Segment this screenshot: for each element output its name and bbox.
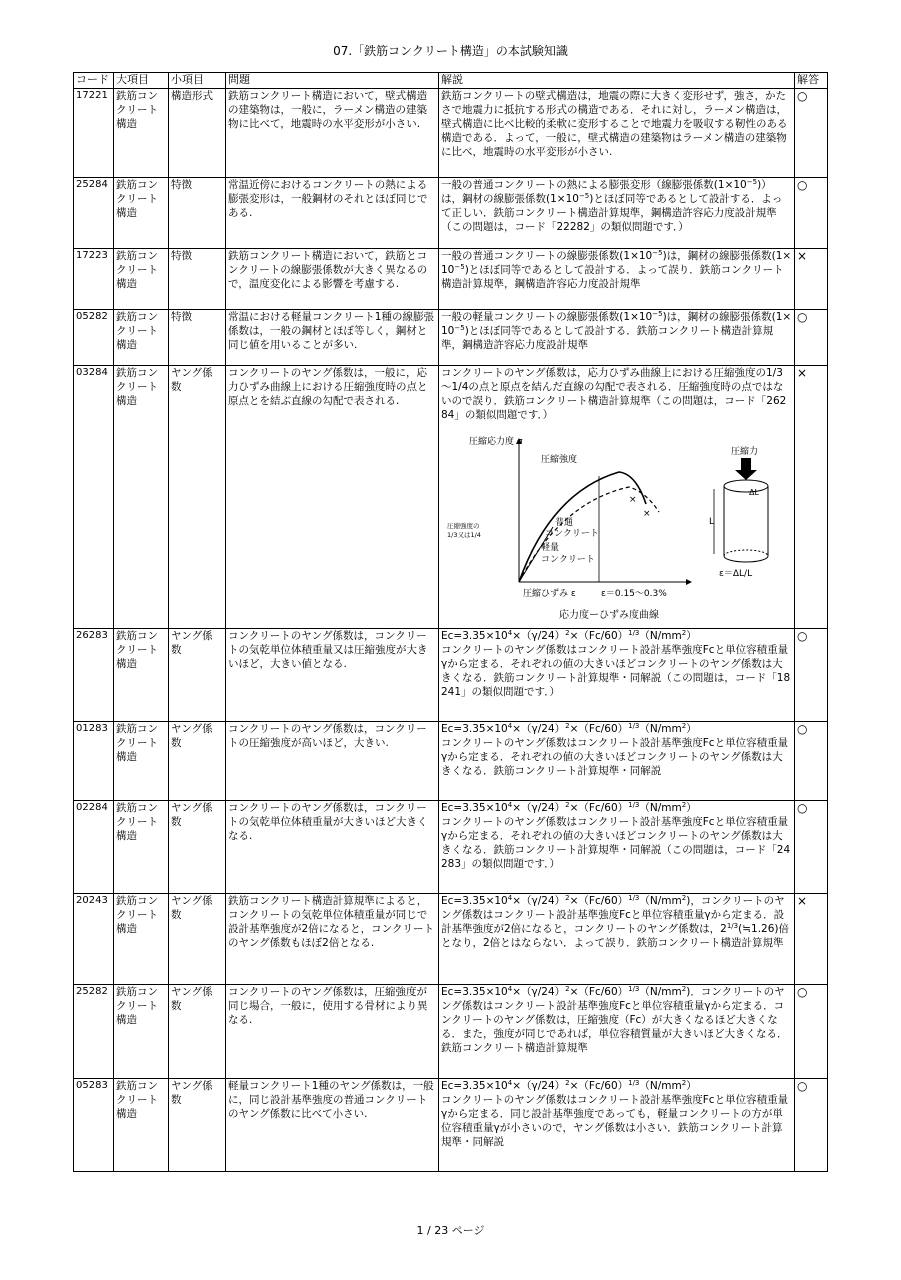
cell-question: 鉄筋コンクリート構造において，壁式構造の建築物は，一般に，ラーメン構造の建築物に比べて，地震時の水平変形が小さい. (226, 89, 439, 178)
cell-minor: 特徴 (169, 249, 226, 310)
explanation-text: コンクリートのヤング係数は，応力ひずみ曲線上における圧縮強度の1/3～1/4の点と原点を結んだ直線の勾配で表される．圧縮強度時の点ではないので誤り．鉄筋コンクリート構造計算規準（この問題は，コード「26284」の類似問題です．） (441, 367, 787, 421)
fig-dl: ΔL (749, 488, 759, 497)
fig-normal-2: コンクリート (545, 529, 599, 539)
cell-minor: ヤング係数 (169, 629, 226, 722)
cell-minor: ヤング係数 (169, 1079, 226, 1172)
table-header-row (74, 73, 828, 89)
cell-explanation: 一般の普通コンクリートの熱による膨張変形（線膨張係数$(1\times 10^{-5})$）は，鋼材の線膨張係数$(1\times 10^{-5})$とほぼ同等であるとして設計する．よって正しい．鉄筋コンクリート構造計算規準，鋼構造許容応力度設計規準（この問題は，コード「22282」の類似問題です．） (439, 178, 795, 249)
cell-explanation: $Ec=3.35\times 10^4\times(\gamma/24)^2\times(Fc/60)^{1/3}(N/mm^2)$．コンクリートのヤング係数はコンクリート設計基準強度Fcと単位容積重量γから定まる．コンクリートのヤング係数は，圧縮強度（Fc）が大きくなるほど大きくなる．また，強度が同じであれば，単位容積質量が大きいほど大きくなる．鉄筋コンクリート構造計算規準 (439, 985, 795, 1079)
cell-answer: × (795, 366, 828, 629)
cell-answer: ○ (795, 1079, 828, 1172)
cell-code: 05282 (74, 310, 114, 366)
header-question: 問題 (226, 73, 439, 89)
cell-answer: ○ (795, 985, 828, 1079)
table-row (74, 722, 828, 801)
cell-minor: ヤング係数 (169, 366, 226, 629)
cell-code: 17221 (74, 89, 114, 178)
cell-answer: × (795, 894, 828, 985)
svg-text:×: × (643, 509, 651, 519)
fig-formula: ε＝ΔL/L (719, 569, 753, 579)
header-minor: 小項目 (169, 73, 226, 89)
cylinder-figure (709, 444, 789, 594)
svg-text:×: × (629, 495, 637, 505)
cell-major: 鉄筋コンクリート構造 (114, 985, 169, 1079)
cell-minor: 特徴 (169, 310, 226, 366)
fig-peak: 圧縮強度 (541, 455, 578, 465)
cell-code: 25282 (74, 985, 114, 1079)
cell-question: 常温における軽量コンクリート1種の線膨張係数は，一般の鋼材とほぼ等しく，鋼材と同じ値を用いることが多い. (226, 310, 439, 366)
cell-minor: 構造形式 (169, 89, 226, 178)
cell-code: 02284 (74, 801, 114, 894)
knowledge-table (73, 72, 828, 1172)
fig-x-axis: 圧縮ひずみ ε (523, 589, 576, 599)
cell-minor: ヤング係数 (169, 801, 226, 894)
cell-answer: × (795, 249, 828, 310)
cell-major: 鉄筋コンクリート構造 (114, 894, 169, 985)
header-explanation: 解説 (439, 73, 795, 89)
fig-light-1: 軽量 (541, 543, 560, 553)
cell-question: コンクリートのヤング係数は，コンクリートの気乾単位体積重量が大きいほど大きくなる. (226, 801, 439, 894)
cell-question: コンクリートのヤング係数は，圧縮強度が同じ場合，一般に，使用する骨材により異なる. (226, 985, 439, 1079)
cell-major: 鉄筋コンクリート構造 (114, 1079, 169, 1172)
cell-explanation (439, 89, 795, 178)
fig-eps: ε＝0.15〜0.3% (601, 589, 667, 599)
table-row (74, 310, 828, 366)
table-row (74, 1079, 828, 1172)
cell-minor: 特徴 (169, 178, 226, 249)
cell-code: 05283 (74, 1079, 114, 1172)
cell-explanation: $Ec=3.35\times 10^4\times(\gamma/24)^2\times(Fc/60)^{1/3}(N/mm^2)$，コンクリートのヤング係数はコンクリート設計基準強度Fcと単位容積重量γから定まる．設計基準強度が2倍になると，コンクリートのヤング係数は，$2^{1/3}(≒1.26)$倍となり，2倍とはならない．よって誤り．鉄筋コンクリート構造計算規準 (439, 894, 795, 985)
cell-explanation: $Ec=3.35\times 10^4\times(\gamma/24)^2\times(Fc/60)^{1/3}(N/mm^2)$ コンクリートのヤング係数はコンクリート設計基準強度Fcと単位容積重量γから定まる．それぞれの値の大きいほどコンクリートのヤング係数は大きくなる．鉄筋コンクリート計算規準・同解説（この問題は，コード「18241」の類似問題です．） (439, 629, 795, 722)
fig-force: 圧縮力 (731, 447, 759, 457)
cell-code: 25284 (74, 178, 114, 249)
fig-third-2: 1/3又は1/4 (447, 531, 481, 539)
header-major: 大項目 (114, 73, 169, 89)
fig-normal-1: 普通 (555, 518, 574, 528)
cell-major: 鉄筋コンクリート構造 (114, 722, 169, 801)
cell-minor: ヤング係数 (169, 722, 226, 801)
cell-major: 鉄筋コンクリート構造 (114, 310, 169, 366)
cell-answer: ○ (795, 178, 828, 249)
cell-explanation: 一般の普通コンクリートの線膨張係数$(1\times 10^{-5})$は，鋼材の線膨張係数$(1\times 10^{-5})$とほぼ同等であるとして設計する．よって誤り．鉄筋コンクリート構造計算規準，鋼構造許容応力度設計規準 (439, 249, 795, 310)
cell-answer: ○ (795, 629, 828, 722)
fig-third-1: 圧縮強度の (447, 522, 480, 530)
cell-question: 常温近傍におけるコンクリートの熱による膨張変形は，一般鋼材のそれとほぼ同じである. (226, 178, 439, 249)
cell-code: 26283 (74, 629, 114, 722)
cell-major: 鉄筋コンクリート構造 (114, 366, 169, 629)
table-row (74, 249, 828, 310)
cell-answer: ○ (795, 801, 828, 894)
table-row (74, 985, 828, 1079)
table-row (74, 366, 828, 629)
cell-major: 鉄筋コンクリート構造 (114, 629, 169, 722)
cell-question: コンクリートのヤング係数は，コンクリートの圧縮強度が高いほど，大きい. (226, 722, 439, 801)
cell-major: 鉄筋コンクリート構造 (114, 801, 169, 894)
stress-strain-figure (441, 432, 741, 624)
cell-minor: ヤング係数 (169, 894, 226, 985)
cell-explanation (439, 366, 795, 629)
fig-light-2: コンクリート (541, 555, 595, 565)
table-row (74, 178, 828, 249)
cell-explanation: $Ec=3.35\times 10^4\times(\gamma/24)^2\times(Fc/60)^{1/3}(N/mm^2)$ コンクリートのヤング係数はコンクリート設計基準強度Fcと単位容積重量γから定まる．それぞれの値の大きいほどコンクリートのヤング係数は大きくなる．鉄筋コンクリート計算規準・同解説（この問題は，コード「24283」の類似問題です．） (439, 801, 795, 894)
cell-major: 鉄筋コンクリート構造 (114, 249, 169, 310)
cell-question: 鉄筋コンクリート構造において，鉄筋とコンクリートの線膨張係数が大きく異なるので，温度変化による影響を考慮する. (226, 249, 439, 310)
table-row (74, 89, 828, 178)
table-row (74, 894, 828, 985)
header-code: コード (74, 73, 114, 89)
cell-major: 鉄筋コンクリート構造 (114, 178, 169, 249)
cell-explanation: $Ec=3.35\times 10^4\times(\gamma/24)^2\times(Fc/60)^{1/3}(N/mm^2)$ コンクリートのヤング係数はコンクリート設計基準強度Fcと単位容積重量γから定まる．同じ設計基準強度であっても，軽量コンクリートの方が単位容積重量γが小さいので，ヤング係数は小さい．鉄筋コンクリート計算規準・同解説 (439, 1079, 795, 1172)
cell-code: 01283 (74, 722, 114, 801)
cell-major: 鉄筋コンクリート構造 (114, 89, 169, 178)
cell-explanation: 一般の軽量コンクリートの線膨張係数$(1\times 10^{-5})$は，鋼材の線膨張係数$(1\times 10^{-5})$とほぼ同等であるとして設計する．鉄筋コンクリート構造計算規準，鋼構造許容応力度設計規準 (439, 310, 795, 366)
cell-code: 20243 (74, 894, 114, 985)
fig-l: L (709, 517, 715, 527)
cell-answer: ○ (795, 722, 828, 801)
cell-question: 軽量コンクリート1種のヤング係数は，一般に，同じ設計基準強度の普通コンクリートのヤング係数に比べて小さい. (226, 1079, 439, 1172)
cell-question: 鉄筋コンクリート構造計算規準によると，コンクリートの気乾単位体積重量が同じで設計基準強度が2倍になると，コンクリートのヤング係数もほぼ2倍となる. (226, 894, 439, 985)
table-row (74, 629, 828, 722)
page-footer: 1 / 23 ページ (416, 1224, 485, 1237)
fig-caption: 応力度ーひずみ度曲線 (559, 610, 659, 621)
fig-y-axis: 圧縮応力度 σ (469, 437, 523, 447)
cell-code: 03284 (74, 366, 114, 629)
explanation-text: 鉄筋コンクリートの壁式構造は，地震の際に大きく変形せず，強さ，かたさで地震力に抵抗する形式の構造である．それに対し，ラーメン構造は，壁式構造に比べ比較的柔軟に変形することで地震力を吸収する靭性のある構造である．よって，一般に，壁式構造の建築物はラーメン構造の建築物に比べ，地震時の水平変形が小さい. (441, 90, 788, 158)
page-title: 07.「鉄筋コンクリート構造」の本試験知識 (333, 44, 568, 58)
cell-question: コンクリートのヤング係数は，コンクリートの気乾単位体積重量又は圧縮強度が大きいほど，大きい値となる. (226, 629, 439, 722)
header-answer: 解答 (795, 73, 828, 89)
cell-code: 17223 (74, 249, 114, 310)
table-row (74, 801, 828, 894)
cell-question: コンクリートのヤング係数は，一般に，応力ひずみ曲線上における圧縮強度時の点と原点とを結ぶ直線の勾配で表される. (226, 366, 439, 629)
cell-answer: ○ (795, 89, 828, 178)
cell-explanation: $Ec=3.35\times 10^4\times(\gamma/24)^2\times(Fc/60)^{1/3}(N/mm^2)$ コンクリートのヤング係数はコンクリート設計基準強度Fcと単位容積重量γから定まる．それぞれの値の大きいほどコンクリートのヤング係数は大きくなる．鉄筋コンクリート計算規準・同解説 (439, 722, 795, 801)
cell-answer: ○ (795, 310, 828, 366)
cell-minor: ヤング係数 (169, 985, 226, 1079)
